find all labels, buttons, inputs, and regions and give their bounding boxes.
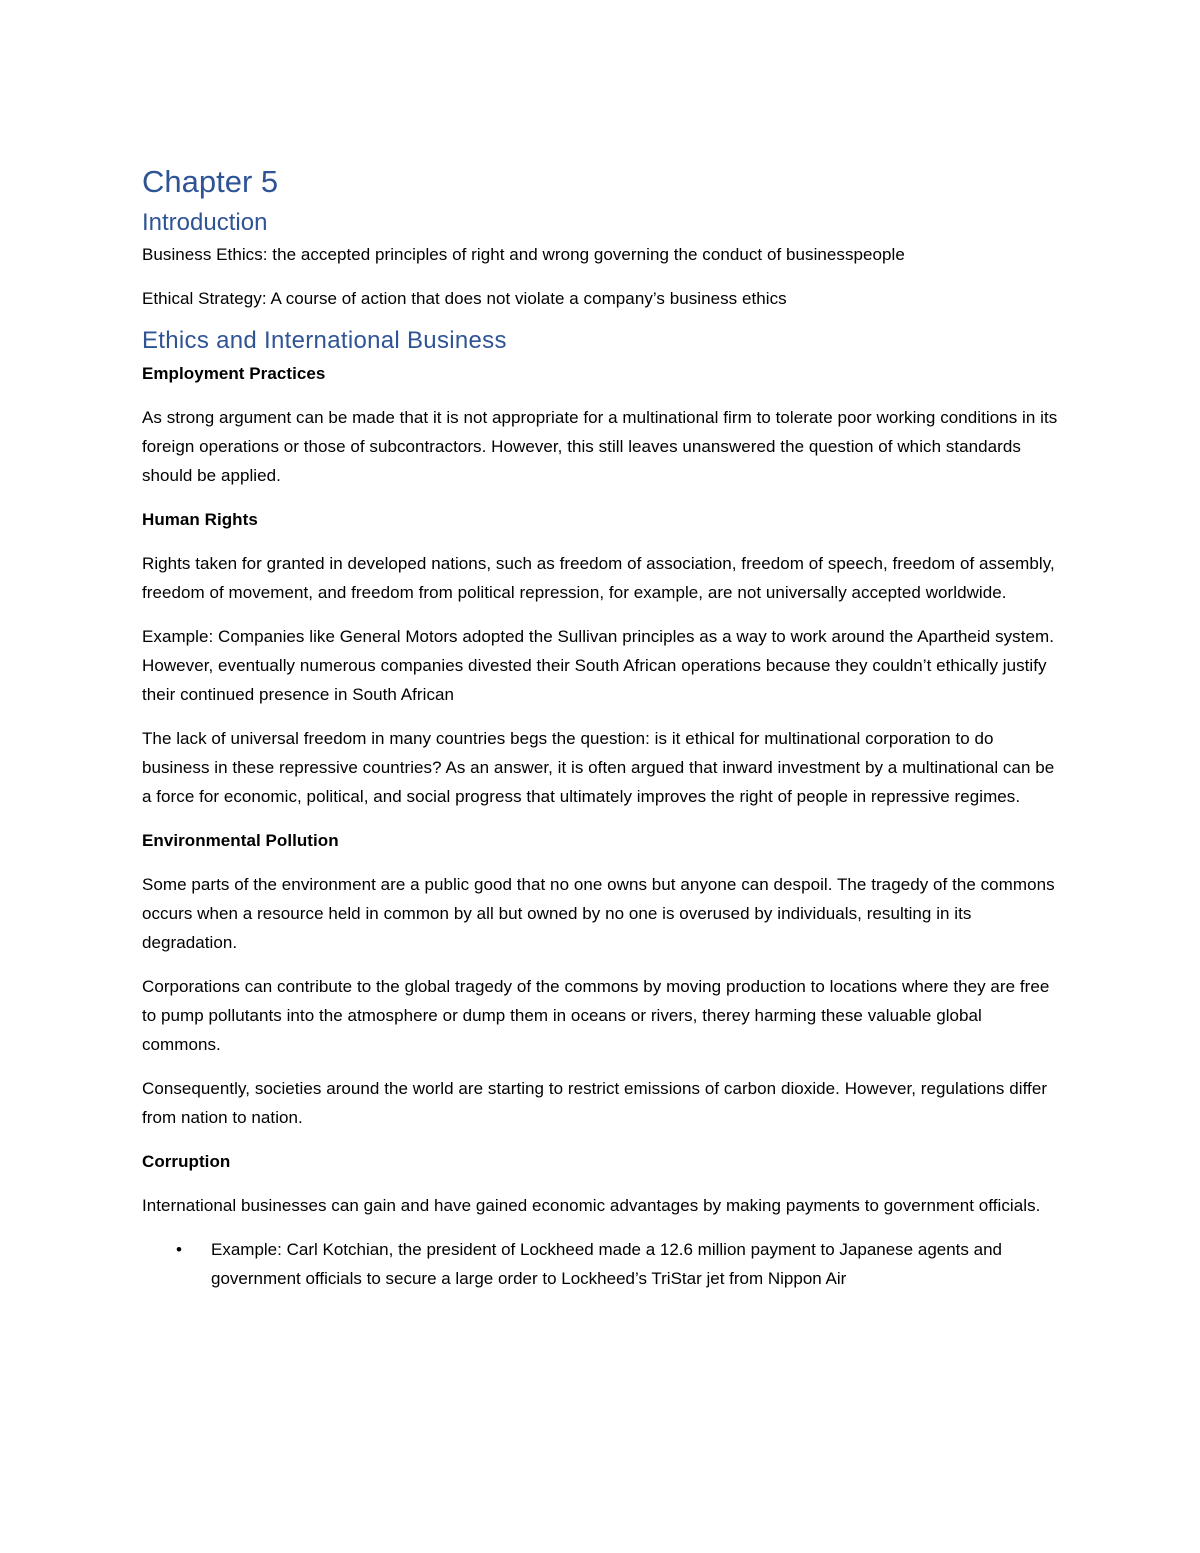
corruption-paragraph: International businesses can gain and have gained economic advantages by making payments to government officials. [142,1196,1041,1215]
section-heading: Ethics and International Business [142,327,507,354]
human-rights-example-paragraph: Example: Companies like General Motors adopted the Sullivan principles as a way to work around the Apartheid system. However, eventually numerous companies divested their South African operations because they couldn’t ethically justify their continued presence in South African [142,627,1054,704]
list-item [142,1235,1062,1293]
employment-practices-paragraph: As strong argument can be made that it is not appropriate for a multinational firm to tolerate poor working conditions in its foreign operations or those of subcontractors. However, this still leaves unanswered the question of which standards should be applied. [142,408,1058,485]
definition-ethical-strategy: Ethical Strategy: A course of action that does not violate a company’s business ethics [142,289,787,308]
bullet-text: Example: Carl Kotchian, the president of Lockheed made a 12.6 million payment to Japanese agents and government officials to secure a large order to Lockheed’s TriStar jet from Nippon Air [211,1240,1002,1288]
employment-practices-heading: Employment Practices [142,364,326,383]
human-rights-question-paragraph: The lack of universal freedom in many countries begs the question: is it ethical for multinational corporation to do business in these repressive countries? As an answer, it is often argued that inward investment by a multinational can be a force for economic, political, and social progress that ultimately improves the right of people in repressive regimes. [142,729,1055,806]
environmental-pollution-heading: Environmental Pollution [142,831,339,850]
chapter-title: Chapter 5 [142,164,279,199]
bullet-icon: • [176,1240,182,1259]
environment-paragraph-commons: Some parts of the environment are a public good that no one owns but anyone can despoil. The tragedy of the commons occurs when a resource held in common by all but owned by no one is overused by individuals, resulting in its degradation. [142,875,1055,952]
corruption-bullet-list [142,1235,1062,1293]
document-page [142,160,1062,1293]
introduction-heading: Introduction [142,209,268,236]
environment-paragraph-regulations: Consequently, societies around the world are starting to restrict emissions of carbon dioxide. However, regulations differ from nation to nation. [142,1079,1048,1127]
human-rights-heading: Human Rights [142,510,258,529]
definition-business-ethics: Business Ethics: the accepted principles of right and wrong governing the conduct of businesspeople [142,245,905,264]
environment-paragraph-corporations: Corporations can contribute to the global tragedy of the commons by moving production to locations where they are free to pump pollutants into the atmosphere or dump them in oceans or rivers, therey harming these valuable global commons. [142,977,1050,1054]
corruption-heading: Corruption [142,1152,231,1171]
human-rights-paragraph: Rights taken for granted in developed nations, such as freedom of association, freedom of speech, freedom of assembly, freedom of movement, and freedom from political repression, for example, are not universally accepted worldwide. [142,554,1055,602]
